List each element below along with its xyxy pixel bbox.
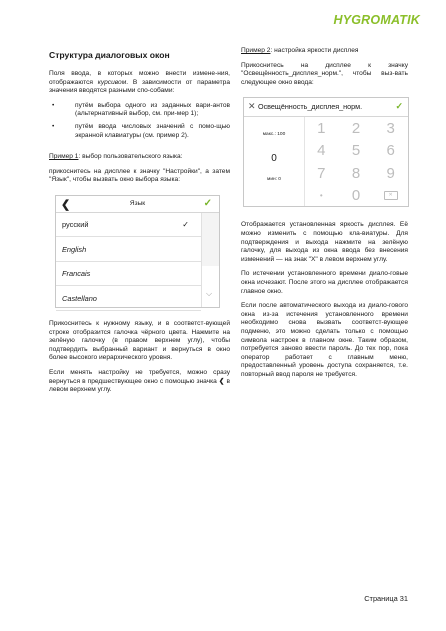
selection-instructions: Прикоснитесь к нужному языку, и в соответст-вующей строке отобразится галочка чёрного цвета. Нажмите на зелёную галочку (в правом верхнем углу), чтобы подтвердить выбранный вариант и вернуться в окно более высокого иерархического уровня. [49, 319, 230, 362]
bullet-text: путём выбора одного из заданных вари-антов (альтернативный выбор, см. при-мер 1); [75, 101, 230, 118]
back-text-a: Если менять настройку не требуется, можно сразу вернуться в предшествующее окно с помощью значка [49, 368, 230, 385]
logo-text: HYGROMATIK [333, 13, 420, 27]
confirm-check-icon[interactable]: ✓ [203, 197, 212, 209]
current-value[interactable]: 0 [271, 153, 277, 165]
list-item [49, 123, 230, 140]
language-option-francais[interactable] [56, 262, 201, 287]
scrollbar-thumb[interactable] [202, 213, 219, 266]
key-backspace[interactable] [373, 184, 408, 206]
intro-italic: курсивом [97, 78, 127, 86]
back-chevron-inline-icon: ❮ [218, 377, 225, 385]
list-item [49, 102, 230, 119]
key-0[interactable]: 0 [351, 186, 361, 204]
key-8[interactable]: 8 [351, 164, 361, 182]
key-1[interactable]: 1 [317, 120, 326, 137]
language-dialog-title: Язык [129, 200, 146, 208]
key-3[interactable]: 3 [386, 120, 395, 137]
intro-text-a: Поля ввода, в которых можно внести измене-ния, отображаются [49, 70, 230, 86]
language-dialog [55, 195, 220, 308]
backspace-icon: ✕ [384, 191, 398, 200]
key-6[interactable]: 6 [386, 142, 395, 160]
intro-text-b: . В зависимости от параметра значения вводятся разными спо-собами: [49, 78, 230, 95]
left-column [49, 50, 230, 401]
timeout-paragraph: По истечении установленного времени диало-говые окна исчезают. После этого на дисплее отображается главное окно. [241, 270, 408, 295]
example1-heading [49, 153, 230, 162]
scroll-down-chevron-icon[interactable]: ⌵ [206, 288, 213, 298]
bullet-icon: • [52, 122, 55, 130]
brightness-dialog-title: Освещённость_дисплея_норм. [258, 102, 363, 112]
brightness-input-dialog [243, 97, 409, 207]
brightness-dialog-header [244, 98, 408, 117]
key-2[interactable]: 2 [351, 120, 361, 137]
example2-text: Прикоснитесь на дисплее к значку "Освещённость_дисплея_норм.", чтобы выз-вать следующее окно ввода: [241, 61, 408, 86]
reaccess-paragraph: Если после автоматического выхода из диало-гового окна из-за истечения установленного времени необходимо снова вызвать соответст-вующее подменю, это можно сделать только с помощью символа настроек в главном окне. Таким образом, потребуется заново ввести пароль. До тех пор, пока оператор работает с главным меню, предоставленный уровень доступа сохраняется, т.е. повторный ввод пароля не требуется. [241, 302, 408, 378]
language-dialog-header [56, 196, 219, 213]
input-methods-list [49, 102, 230, 140]
section-heading: Структура диалоговых окон [49, 50, 170, 60]
key-9[interactable]: 9 [386, 164, 395, 182]
back-text-b: в левом верхнем углу. [49, 377, 230, 394]
bullet-icon: • [52, 101, 55, 109]
key-7[interactable]: 7 [317, 164, 326, 182]
intro-paragraph [49, 70, 230, 96]
close-icon[interactable]: ✕ [248, 101, 256, 112]
key-5[interactable]: 5 [351, 142, 361, 160]
selected-check-icon: ✓ [182, 220, 189, 230]
confirm-check-icon[interactable]: ✓ [395, 101, 403, 112]
language-option-russian[interactable] [56, 213, 201, 238]
example1-text: прикоснитесь на дисплее к значку "Настройки", а затем "Язык", чтобы вызвать окно выбора языка: [49, 167, 230, 184]
language-option-english[interactable] [56, 237, 201, 262]
min-label: мин: 0 [267, 177, 281, 183]
page-number: Страница 31 [364, 594, 408, 603]
language-option-label: Francais [62, 269, 91, 279]
language-option-castellano[interactable] [56, 286, 201, 311]
language-option-label: English [62, 244, 87, 254]
example2-heading [241, 47, 408, 56]
language-option-label: русский [62, 220, 89, 230]
numeric-keypad [304, 117, 408, 206]
value-panel [244, 117, 305, 206]
right-column [241, 47, 408, 385]
language-scrollbar[interactable] [201, 213, 219, 307]
example2-rest: : настройка яркости дисплея [270, 47, 359, 54]
language-option-label: Castellano [62, 293, 97, 303]
hygromatik-logo [334, 13, 421, 27]
key-4[interactable]: 4 [317, 142, 326, 160]
brightness-paragraph: Отображается установленная яркость дисплея. Её можно изменить с помощью кла-виатуры. Для подтверждения и выхода нажмите на зелёную галочку, для выхода из окна ввода без внесения изменений — на знак "X" в левом верхнем углу. [241, 221, 408, 263]
key-decimal[interactable]: • [319, 190, 323, 200]
bullet-text: путём ввода числовых значений с помо-щью экранной клавиатуры (см. пример 2). [75, 122, 230, 139]
example2-label: Пример 2 [241, 47, 271, 54]
example1-label: Пример 1 [49, 153, 79, 161]
back-instructions [49, 369, 230, 395]
back-chevron-icon[interactable]: ❮ [61, 198, 71, 211]
max-label: макс.: 100 [262, 132, 286, 138]
example1-rest: : выбор пользовательского языка: [78, 153, 183, 161]
